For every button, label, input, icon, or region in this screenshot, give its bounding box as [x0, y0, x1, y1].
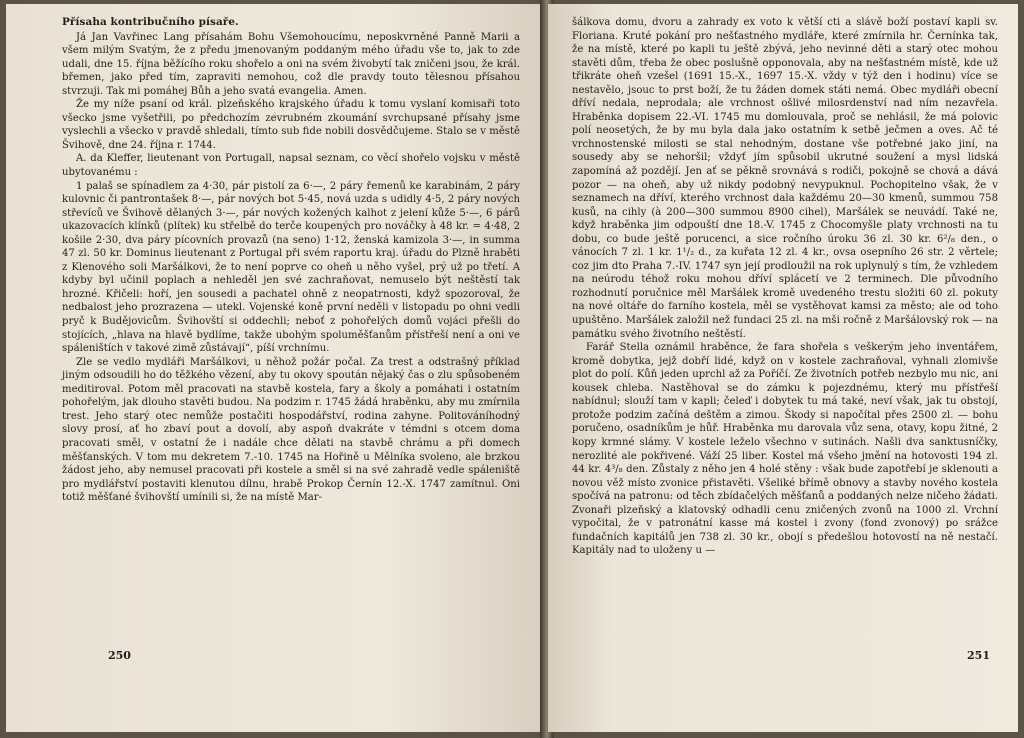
page-number-right: 251 [967, 649, 990, 662]
right-text-column [572, 16, 998, 558]
paragraph: Že my níže psaní od král. plzeňského krajského úřadu k tomu vyslaní komisaři toto všecko jsme vyšetřili, po předchozím zevrubném zkoumání svrchupsané přísahy jsme vyslechli a všecko v pravdě shledali, tímto sub fide nobili dosvědčujeme. Stalo se v městě Švihově, dne 24. října r. 1744. [62, 99, 520, 151]
left-page [6, 4, 546, 732]
right-page [548, 4, 1018, 732]
paragraph: šálkova domu, dvoru a zahrady ex voto k větší cti a slávě boží postaví kapli sv. Floriana. Kruté pokání pro nešťastného mydláře, které zmírnila hr. Černínka tak, že na místě, které po kapli tu ještě zbývá, jeho nevinné děti a starý otec mohou stavěti dům, třeba že obec poslušně opponovala, aby na nešťastném místě, kde už třikráte oheň vzešel (1691 15.-X., 1697 15.-X. vždy v týž den i hodinu) více se nestavělo, jsouc to prst boží, že tu žáden domek státi nemá. Obec mydláři obecní dříví nedala, neprodala; ale vrchnost ošlivé milosrdenství nad ním nezavřela. Hraběnka dopisem 22.-VI. 1745 mu domlouvala, proč se nehlásil, že má polovic polí neosetých, že by mu byla dala jako ostatním k setbě ječmen a oves. Ač té vrchnostenské milosti se stal nehodným, dostane vše potřebné jako jiní, na sousedy aby se nehoršil; vždyť jím spůsobil ukrutné soužení a mysl lidská zapomíná až pozdějí. Jen ať se pěkně srovnává s rodiči, pokojně se chová a dává pozor — na oheň, aby už nikdy podobný nevypuknul. Pochopitelno však, že v seznamech na dříví, kterého vrchnost dala každému 20—30 kmenů, summou 758 kusů, na cihly (à 200—300 summou 8900 cihel), Maršálek se neuvádí. Také ne, když hraběnka jim odpouští dne 18.-V. 1745 z Chocomyšle platy vrchnosti na tu dobu, co bude ještě porucenci, a sice ročního úroku 36 zl. 30 kr. 6²/₈ den., o vánocích 7 zl. 1 kr. 1¹/₂ d., za kuřata 12 zl. 4 kr., ovsa osepního 26 str. 2 věrtele; coz jim dto Praha 7.-IV. 1747 syn její prodloužil na rok uplynulý s tím, že vzhledem na neúrodu téhož roku mohou dříví splácetí ve 2 terminech. Dle původního rozhodnutí poručnice měl Maršálek kromě uvedeného trestu složiti 60 zl. pokuty na nové oltáře do farního kostela, měl se vystěhovat kamsi za město; ale od toho upuštěno. Maršálek založil než fundaci 25 zl. na mši ročně z Maršálovský rok — na památku svého životního neštěstí. [572, 17, 998, 340]
paragraph: Já Jan Vavřinec Lang přísahám Bohu Všemohoucímu, neposkvrněné Panně Marii a všem milým Svatým, že z předu jmenovaným poddaným mého úřadu vše to, jak to zde udali, dne 15. října běžícího roku shořelo a oni na svém živobytí tak zničeni jsou, že král. břemen, jako před tím, zapraviti nemohou, což dle pravdy touto tělesnou přísahou stvrzuji. Tak mi pomáhej Bůh a jeho svatá evangelia. Amen. [62, 31, 520, 97]
section-heading: Přísaha kontribučního písaře. [62, 16, 239, 28]
paragraph: Farář Stella oznámil hraběnce, že fara shořela s veškerým jeho inventářem, kromě dobytka, jejž dobří lidé, když on v kostele zachraňoval, vyhnali zlomivše plot do polí. Kůň jeden uprchl až za Poříčí. Ze životních potřeb nezbylo mu nic, ani kousek chleba. Nastěhoval se do zámku k pojezdnému, který mu přístřeší nabídnul; slouží tam v kapli; čeleď i dobytek tu má také, neví však, jak tu obstojí, protože podzim začíná deštěm a zimou. Škody si napočítal přes 2500 zl. — bohu poručeno, osadníkům je hůř. Hraběnka mu darovala vůz sena, otavy, kopu žitné, 2 kopy krmné slámy. V kostele leželo všechno v sutinách. Našli dva sanktusníčky, nerozlité ale pokřivené. Váží 25 liber. Kostel má všeho jmění na hotovosti 194 zl. 44 kr. 4³/₈ den. Zůstaly z něho jen 4 holé stěny : však bude zapotřebí je sklenouti a novou věž místo zvonice přistavěti. Všeliké břímě obnovy a stavby nového kostela spočívá na patronu: od těch zbídačelých měšťanů a poddaných nelze ničeho žádati. Zvonaři plzeňský a klatovský odhadli cenu zničených zvonů na 1000 zl. Vrchní vypočital, že v patronátní kasse má kostel i zvony (fond zvonový) po srážce fundačních kapitálů jen 738 zl. 30 kr., obojí s předešlou hotovostí na ně nestačí. Kapitály nad to uloženy u — [572, 342, 998, 557]
page-number-left: 250 [108, 649, 131, 662]
paragraph: Zle se vedlo mydláři Maršálkovi, u něhož požár počal. Za trest a odstrašný příklad jiným odsoudili ho do těžkého vězení, aby tu okovy spoután nějaký čas o zlu spůsobeném meditiroval. Potom měl pracovati na stavbě kostela, fary a školy a pomáhati i ostatním pohořelým, jak dlouho stavěti budou. Na podzim r. 1745 žádá hraběnku, aby mu zmírnila trest. Jeho starý otec nemůže postačiti hospodářství, rodina zahyne. Politováníhodný slovy prosí, ať ho zbaví pout a dovolí, aby aspoň dvakráte v témdni s otcem doma pracovati směl, v ostatní že i nadále chce dělati na stavbě chrámu a při domech měšťanských. V tom mu dekretem 7.-10. 1745 na Hořině u Mělníka svoleno, ale brzkou žádost jeho, aby nemusel pracovati při kostele a směl si na své zahradě vedle spáleniště pro mydlářství postaviti klenutou dílnu, hrabě Prokop Černín 12.-X. 1747 zamítnul. Oni totiž měšťané švihovští umínili si, že na místě Mar- [62, 356, 520, 504]
paragraph: 1 palaš se spínadlem za 4·30, pár pistolí za 6·—, 2 páry řemenů ke karabinám, 2 páry kulovnic či pantrontašek 8·—, pár nových bot 5·45, nová uzda s udidly 4·5, 2 páry nových střevíců ve Švihově dělaných 3·—, pár nových kožených kalhot z jelení kůže 5·—, 6 párů ukazovacích klínků (plítek) ku střelbě do terče koupených pro nováčky à 48 kr. = 4·48, 2 košile 2·30, dva páry pícovních provazů (na seno) 1·12, ženská kamizola 3·—, in summa 47 zl. 50 kr. Dominus lieutenant z Portugal při svém raportu kraj. úřadu do Plzně hraběti z Klenového soli Maršálkovi, že to není poprve co oheň u něho vyšel, prý už po třetí. A kdyby byl učinil poplach a nehleděl jen své zachraňovat, nemuselo být neštěstí tak hrozné. Křičeli: hoří, jen sousedi a pachatel ohně z neopatrnosti, když spozoroval, že nedbalost jeho prozrazena — utekl. Vojenské koně první neděli v listopadu po ohni vedli pryč k Budějovicům. Švihovští si oddechli; neboť z pohořelých domů vojáci přešli do stojících, „hlava na hlavě bydlíme, takže ubohým spoluměšťanům přístřeší není a oni ve spáleništích v takové zimě zůstávají“, píší vrchnímu. [62, 180, 520, 355]
paragraph: A. da Kleffer, lieutenant von Portugall, napsal seznam, co věcí shořelo vojsku v městě ubytovanému : [62, 153, 520, 179]
left-text-column [62, 16, 520, 505]
